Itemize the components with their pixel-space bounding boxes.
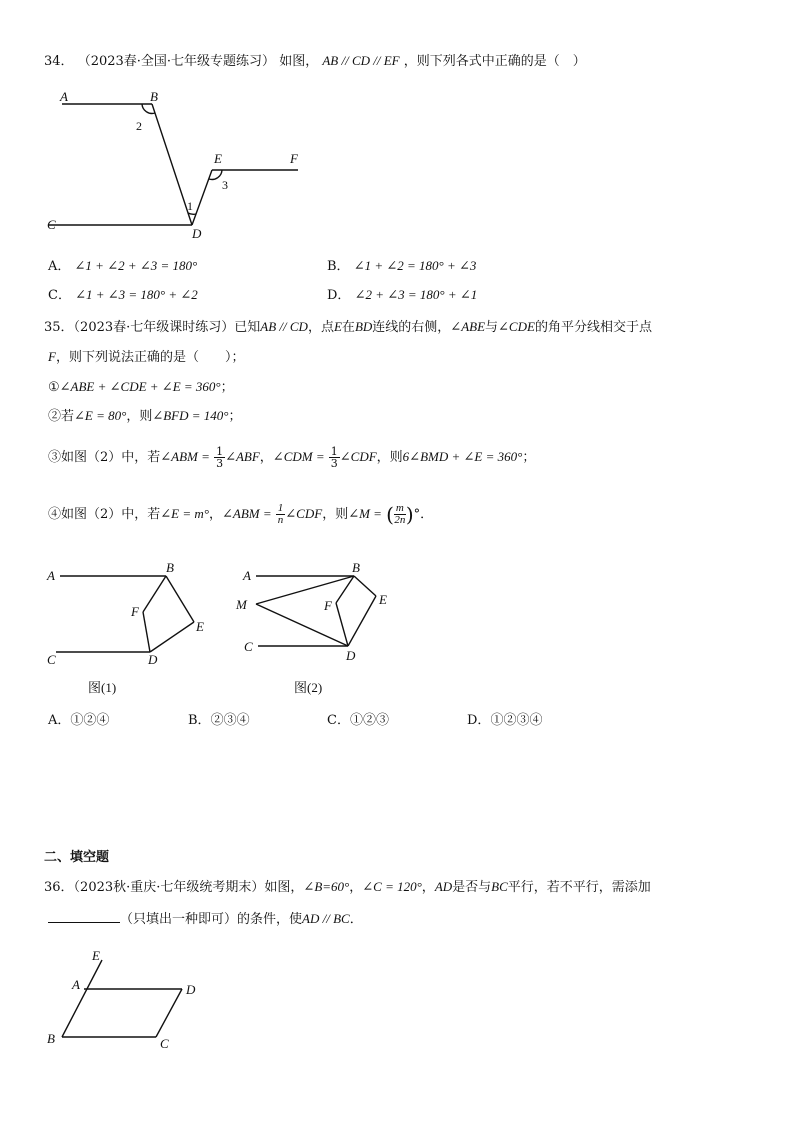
- q35-option-a-value: ①②④: [70, 713, 110, 728]
- frac-num: m: [395, 502, 404, 514]
- q35-text: ，则下列说法正确的是（ ）；: [55, 350, 245, 365]
- q35-s1-expr: ∠ABE + ∠CDE + ∠E = 360°: [59, 379, 221, 394]
- q35-figure1: [56, 576, 194, 652]
- q35f1-line-bf: [143, 576, 166, 612]
- q34-option-a-expr: ∠1 + ∠2 + ∠3 = 180°: [74, 258, 198, 273]
- q35-s3-then: ，则: [376, 450, 403, 465]
- q35-option-b[interactable]: [188, 712, 250, 730]
- q34-label-angle2: 2: [136, 119, 142, 133]
- frac-num: 1: [277, 502, 284, 514]
- q35-figure2: [256, 576, 376, 646]
- q36-math: ∠B=60°: [303, 879, 350, 894]
- q35-s1-end: ；: [220, 380, 234, 395]
- q36-label-c: C: [160, 1036, 169, 1051]
- q36-number: 36．: [44, 880, 74, 895]
- frac-num: 1: [330, 445, 338, 458]
- q35f1-line-ed: [150, 622, 194, 652]
- q35-text: 已知: [234, 320, 261, 335]
- q34-option-d-letter: D．: [327, 288, 351, 303]
- q34-figure: [48, 104, 298, 225]
- q35-s3-mark: ③如图（2）中，若: [48, 450, 161, 465]
- q36-label-a: A: [72, 977, 80, 992]
- q35f2-label-e: E: [379, 592, 387, 607]
- q35-s4-paren-open: (: [386, 502, 394, 527]
- q35f1-label-e: E: [196, 619, 204, 634]
- q35-text: 在: [341, 320, 355, 335]
- q34-label-f: F: [290, 151, 298, 166]
- q35-number: 35．: [44, 320, 74, 335]
- q35-option-d-value: ①②③④: [490, 713, 543, 728]
- q35f2-line-be: [354, 576, 376, 596]
- q34-label-angle3: 3: [222, 178, 228, 192]
- q35-s4-expr: ∠E = m°: [160, 506, 209, 521]
- q34-option-d-expr: ∠2 + ∠3 = 180° + ∠1: [354, 287, 478, 302]
- q36-math: BC: [491, 879, 508, 894]
- q35-option-b-letter: B．: [188, 713, 211, 728]
- q35-s3-end: ；: [522, 450, 536, 465]
- q35-option-b-value: ②③④: [210, 713, 250, 728]
- q36-label-e: E: [92, 948, 100, 963]
- q35f2-line-ed: [348, 596, 376, 646]
- q35-statement-1: [48, 378, 234, 397]
- q35-s4-end: °．: [413, 507, 434, 522]
- q36-figure: [62, 960, 182, 1037]
- q35-statement-2: [48, 407, 242, 426]
- q36-stem-line1: [44, 878, 651, 897]
- q35-text: 连线的右侧，: [372, 320, 451, 335]
- q35f2-label-c: C: [244, 639, 253, 654]
- q36-text: ，: [421, 880, 435, 895]
- q35-text: ，点: [307, 320, 334, 335]
- q35-s4-then: ，则: [322, 507, 349, 522]
- frac-den: 3: [330, 457, 338, 470]
- q36-text: 是否与: [452, 880, 492, 895]
- q34-option-b-expr: ∠1 + ∠2 = 180° + ∠3: [353, 258, 477, 273]
- q35f2-line-fd: [336, 603, 348, 646]
- q36-text: （只填出一种即可）的条件，使: [120, 912, 303, 927]
- q35-s4-expr: ∠CDF: [285, 506, 323, 521]
- q36-stem-line2: [48, 910, 363, 929]
- q36-math: ∠C = 120°: [362, 879, 422, 894]
- q34-option-c[interactable]: [48, 286, 198, 305]
- q35-s2-mid: ，则: [126, 409, 153, 424]
- q36-text: ．: [349, 912, 363, 927]
- q35-s2-expr2: ∠BFD = 140°: [152, 408, 229, 423]
- frac-num: 1: [216, 445, 224, 458]
- q36-text: 如图，: [264, 880, 304, 895]
- q34-source: （2023春·全国·七年级专题练习）: [77, 54, 276, 69]
- q35f2-label-d: D: [346, 648, 356, 663]
- q36-text: ，: [349, 880, 363, 895]
- q34-option-b-letter: B．: [327, 259, 350, 274]
- q34-number: 34．: [44, 54, 74, 69]
- q35-s4-mark: ④如图（2）中，若: [48, 507, 161, 522]
- q35-option-d[interactable]: [467, 712, 542, 730]
- frac-den: 3: [216, 457, 224, 470]
- q36-label-b: B: [47, 1031, 55, 1046]
- q36-math: AD: [434, 879, 453, 894]
- q36-text: 平行，若不平行，需添加: [507, 880, 651, 895]
- q35f1-label-c: C: [47, 652, 56, 667]
- q35-s3-result: 6∠BMD + ∠E = 360°: [402, 449, 523, 464]
- q36-line-be: [62, 960, 102, 1037]
- q35-option-a[interactable]: [48, 712, 109, 730]
- q34-line-bd: [152, 104, 192, 225]
- q35-s4-sep: ，: [208, 507, 222, 522]
- q34-option-c-letter: C．: [48, 288, 71, 303]
- q35-stem-line1: [44, 318, 652, 337]
- q35-s2-end: ；: [228, 409, 242, 424]
- q35-s4-expr: ∠ABM =: [222, 506, 272, 521]
- q35-option-a-letter: A．: [48, 713, 71, 728]
- q35-text: 与: [485, 320, 499, 335]
- q34-text-pre: 如图，: [279, 54, 319, 69]
- q35-s1-mark: ①: [48, 380, 60, 395]
- q35-s2-expr1: ∠E = 80°: [74, 408, 127, 423]
- q34-option-a[interactable]: [48, 257, 197, 276]
- q35-s4-result: ∠M =: [348, 506, 382, 521]
- q35-s3-expr: ∠CDM =: [272, 449, 325, 464]
- frac-den: 2n: [394, 514, 406, 526]
- frac-den: n: [277, 514, 284, 526]
- q34-angle1-arc: [188, 213, 196, 214]
- q35f1-label-a: A: [47, 568, 55, 583]
- q35-option-c-letter: C．: [327, 713, 350, 728]
- q34-option-b[interactable]: [327, 257, 476, 276]
- q34-label-b: B: [150, 89, 158, 104]
- q35-math: ∠ABE: [450, 319, 486, 334]
- q35f1-label-b: B: [166, 560, 174, 575]
- q35f2-line-md: [256, 604, 348, 646]
- q34-option-d[interactable]: [327, 286, 477, 305]
- q35-s3-sep: ，: [259, 450, 273, 465]
- q35-option-d-letter: D．: [467, 713, 491, 728]
- q35f1-line-fd: [143, 612, 150, 652]
- q36-line-dc: [156, 989, 182, 1037]
- q34-option-a-letter: A．: [48, 259, 71, 274]
- q36-answer-blank[interactable]: [48, 910, 120, 923]
- q35-statement-4: [48, 503, 433, 526]
- q35f1-label-f: F: [131, 604, 139, 619]
- q35-s3-expr: ∠CDF: [339, 449, 377, 464]
- q34-text-post: ，则下列各式中正确的是（ ）: [403, 54, 586, 69]
- q34-label-e: E: [214, 151, 222, 166]
- q36-math: AD // BC: [302, 911, 350, 926]
- q34-label-angle1: 1: [187, 199, 193, 213]
- q34-option-c-expr: ∠1 + ∠3 = 180° + ∠2: [75, 287, 198, 302]
- q35-s3-frac2: [329, 446, 340, 469]
- q35-s4-frac1: [276, 503, 286, 526]
- q35f1-label-d: D: [148, 652, 158, 667]
- q35-source: （2023春·七年级课时练习）: [73, 320, 235, 335]
- q35f2-line-mb: [256, 576, 354, 604]
- q35f2-label-f: F: [324, 598, 332, 613]
- q35f2-label-b: B: [352, 560, 360, 575]
- q34-label-d: D: [192, 226, 202, 241]
- q35-math: ∠CDE: [498, 319, 535, 334]
- section-title-fill-in: 二、填空题: [44, 850, 110, 865]
- q34-line-de: [192, 170, 212, 225]
- q35-math: BD: [354, 319, 373, 334]
- q35-math: F: [48, 349, 56, 364]
- q35-math: E: [333, 319, 342, 334]
- q35-text: 的角平分线相交于点: [534, 320, 652, 335]
- q35-s3-expr: ∠ABM =: [160, 449, 210, 464]
- q34-label-a: A: [60, 89, 68, 104]
- q36-label-d: D: [186, 982, 196, 997]
- q35-fig1-caption: 图(1): [88, 680, 117, 695]
- q35-s4-frac2: [394, 503, 406, 526]
- q35-fig2-caption: 图(2): [294, 680, 323, 695]
- q35-s3-frac1: [214, 446, 225, 469]
- q35-math: AB // CD: [260, 319, 308, 334]
- q34-label-c: C: [47, 217, 56, 232]
- q35f2-label-m: M: [236, 597, 247, 612]
- q35-s4-paren-close: ): [405, 502, 414, 527]
- q35f1-line-be: [166, 576, 194, 622]
- q34-parallel-expr: AB // CD // EF: [322, 53, 400, 68]
- q36-source: （2023秋·重庆·七年级统考期末）: [73, 880, 265, 895]
- q35-stem-line2: [48, 348, 244, 367]
- q35f2-label-a: A: [243, 568, 251, 583]
- q35-statement-3: [48, 446, 535, 469]
- q35-s2-mark: ②若: [48, 409, 75, 424]
- q35-option-c[interactable]: [327, 712, 389, 730]
- q35-option-c-value: ①②③: [349, 713, 389, 728]
- q35-s3-expr: ∠ABF: [225, 449, 260, 464]
